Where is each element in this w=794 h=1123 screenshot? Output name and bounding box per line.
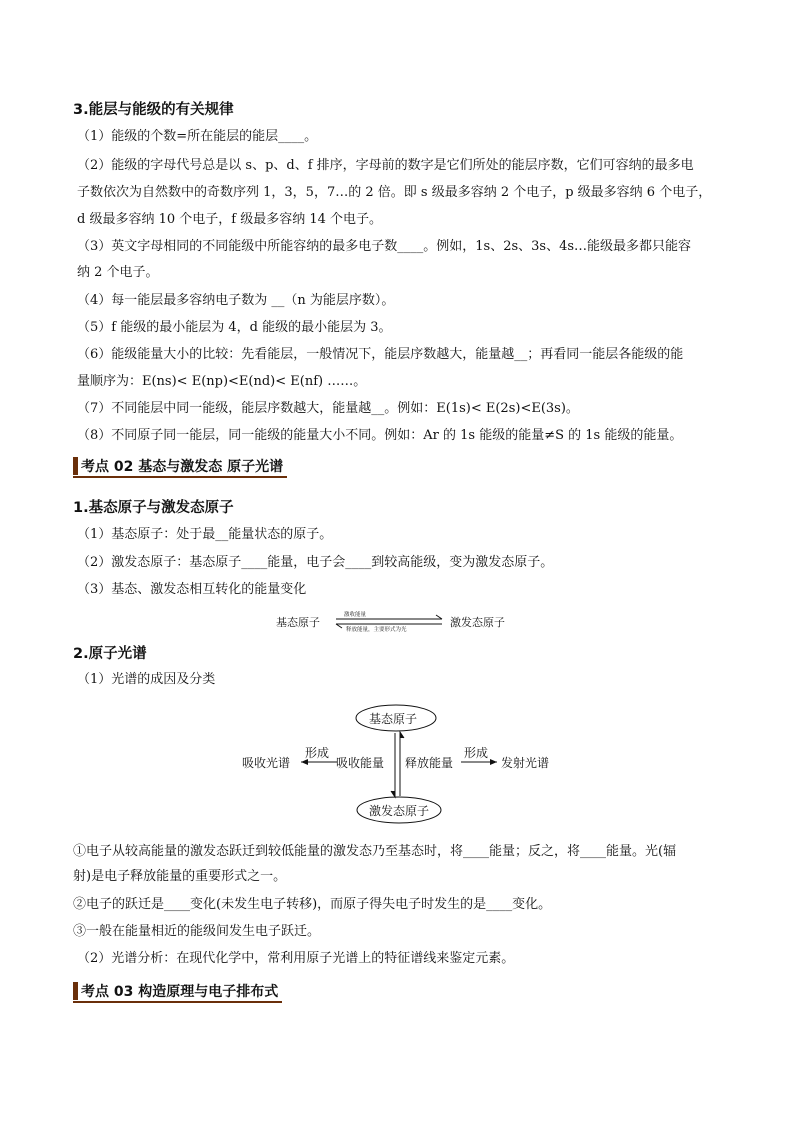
ground-line: （3）基态、激发态相互转化的能量变化	[77, 582, 307, 597]
header-bar-marker	[73, 457, 78, 475]
header-bar-marker	[73, 982, 78, 1000]
rule-line: （6）能级能量大小的比较：先看能层，一般情况下，能层序数越大，能量越__；再看同一能层各能级的能	[77, 347, 684, 362]
spectrum-point: ③一般在能量相近的能级间发生电子跃迁。	[73, 924, 321, 939]
diagram1-absorb-label: 激收能量	[344, 612, 367, 618]
rule-line: （2）能级的字母代号总是以 s、p、d、f 排序，字母前的数字是它们所处的能层序数，它们可容纳的最多电	[77, 158, 694, 173]
ground-line: （1）基态原子：处于最__能量状态的原子。	[77, 527, 333, 542]
rule-line: （8）不同原子同一能层，同一能级的能量大小不同。例如：Ar 的 1s 能级的能量≠S 的 1s 能级的能量。	[77, 428, 683, 443]
kaodian-02-header	[73, 456, 287, 478]
spectrum-intro: （1）光谱的成因及分类	[77, 672, 216, 687]
spectrum-point: ②电子的跃迁是____变化(未发生电子转移)，而原子得失电子时发生的是____变化。	[73, 897, 552, 912]
diagram2-emission-spectrum: 发射光谱	[501, 756, 550, 770]
kaodian-03-label: 考点 03 构造原理与电子排布式	[81, 984, 279, 1000]
ground-line: （2）激发态原子：基态原子____能量，电子会____到较高能级，变为激发态原子。	[77, 555, 554, 570]
diagram2-form-right: 形成	[464, 746, 489, 760]
section-title-atomic-spectrum: 2.原子光谱	[73, 646, 147, 662]
diagram2-excited-state: 激发态原子	[369, 804, 430, 818]
rule-line: （3）英文字母相同的不同能级中所能容纳的最多电子数____。例如，1s、2s、3s、4s…能级最多都只能容	[77, 239, 692, 254]
section-title-energy-level-rules: 3.能层与能级的有关规律	[73, 102, 234, 118]
rule-line: （5）f 能级的最小能层为 4，d 能级的最小能层为 3。	[77, 320, 392, 335]
diagram1-release-label: 释放能量，主要形式为光	[346, 627, 407, 633]
spectrum-point: ①电子从较高能量的激发态跃迁到较低能量的激发态乃至基态时，将____能量；反之，将____能量。光(辐	[73, 844, 677, 859]
rule-line: 子数依次为自然数中的奇数序列 1，3，5，7…的 2 倍。即 s 级最多容纳 2 个电子，p 级最多容纳 6 个电子，	[77, 185, 712, 200]
kaodian-03-header	[73, 981, 282, 1003]
spectrum-cause-diagram	[235, 703, 565, 828]
spectrum-point: 射)是电子释放能量的重要形式之一。	[73, 869, 287, 884]
spectrum-analysis: （2）光谱分析：在现代化学中，常利用原子光谱上的特征谱线来鉴定元素。	[77, 951, 515, 966]
diagram2-absorption-spectrum: 吸收光谱	[242, 756, 291, 770]
rule-line: （1）能级的个数=所在能层的能层____。	[77, 129, 318, 144]
diagram1-excited-label: 激发态原子	[450, 616, 505, 629]
section-title-ground-excited: 1.基态原子与激发态原子	[73, 500, 234, 516]
rule-line: 量顺序为：E(ns)< E(np)<E(nd)< E(nf) ……。	[77, 374, 367, 389]
diagram1-ground-label: 基态原子	[276, 616, 320, 629]
rule-line: 纳 2 个电子。	[77, 265, 159, 280]
rule-line: （4）每一能层最多容纳电子数为 __（n 为能层序数）。	[77, 293, 395, 308]
rule-line: （7）不同能层中同一能级，能层序数越大，能量越__。例如：E(1s)< E(2s)<E(3s)。	[77, 401, 579, 416]
rule-line: d 级最多容纳 10 个电子，f 级最多容纳 14 个电子。	[77, 212, 383, 227]
energy-transition-diagram	[276, 610, 526, 634]
diagram2-absorb-energy: 吸收能量	[336, 756, 385, 770]
diagram2-release-energy: 释放能量	[405, 756, 454, 770]
diagram2-form-left: 形成	[305, 746, 330, 760]
kaodian-02-label: 考点 02 基态与激发态 原子光谱	[81, 459, 284, 475]
diagram2-ground-state: 基态原子	[369, 712, 418, 726]
